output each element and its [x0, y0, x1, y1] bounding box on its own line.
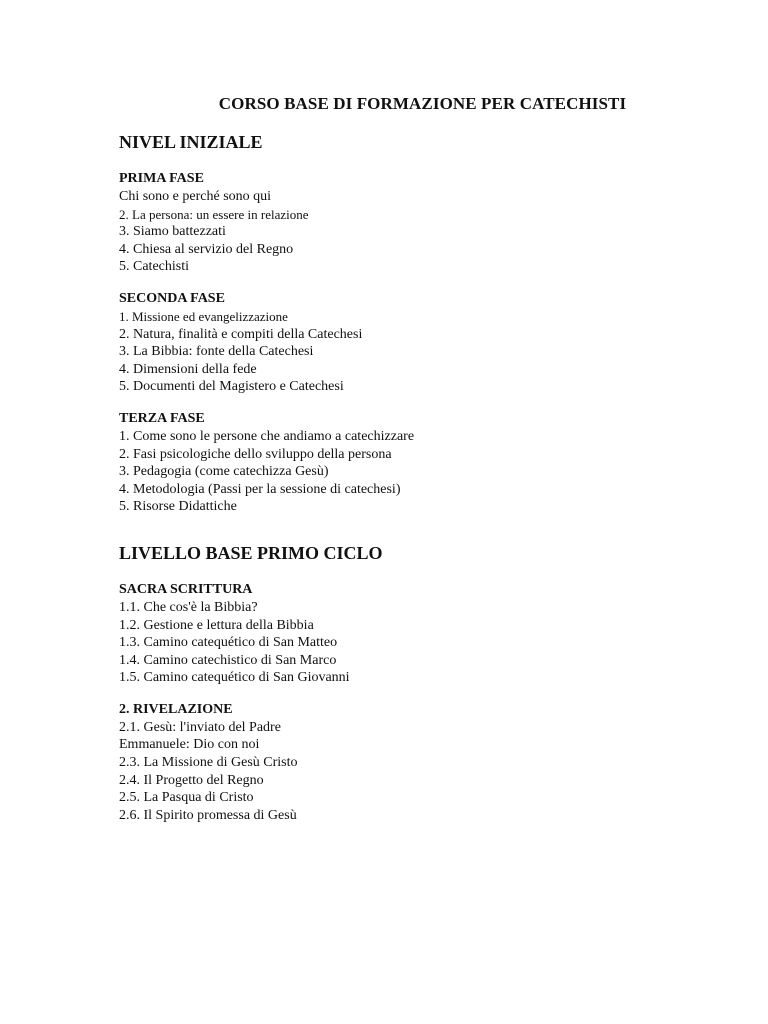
section-heading: TERZA FASE [119, 410, 205, 426]
list-item: 2.6. Il Spirito promessa di Gesù [119, 807, 297, 823]
list-item: 2.5. La Pasqua di Cristo [119, 790, 254, 806]
document-title: CORSO BASE DI FORMAZIONE PER CATECHISTI [218, 94, 627, 113]
list-item: Emmanuele: Dio con noi [119, 737, 260, 753]
item-list [119, 428, 719, 516]
list-item: 4. Dimensioni della fede [119, 361, 257, 377]
section-heading: PRIMA FASE [119, 171, 204, 186]
section-heading: SECONDA FASE [119, 290, 225, 306]
section-rivelazione [119, 701, 719, 825]
list-item: 1.5. Camino catequético di San Giovanni [119, 670, 350, 686]
list-item: 2. Fasi psicologiche dello sviluppo della persona [119, 446, 392, 462]
list-item: 5. Risorse Didattiche [119, 499, 237, 515]
document-body [119, 131, 719, 824]
list-item: 3. Pedagogia (come catechizza Gesù) [119, 464, 329, 480]
list-item: 2.4. Il Progetto del Regno [119, 772, 264, 788]
list-item: 2.3. La Missione di Gesù Cristo [119, 755, 298, 771]
list-item: 5. Documenti del Magistero e Catechesi [119, 379, 344, 395]
list-item: 5. Catechisti [119, 259, 189, 275]
list-item: 3. La Bibbia: fonte della Catechesi [119, 344, 314, 360]
list-item: 2. La persona: un essere in relazione [119, 206, 309, 222]
level-nivel-iniziale [119, 131, 719, 516]
item-list [119, 188, 719, 276]
list-item: 2. Natura, finalità e compiti della Catechesi [119, 326, 363, 342]
list-item: 1.3. Camino catequético di San Matteo [119, 635, 338, 651]
section-terza-fase [119, 410, 719, 516]
section-sacra-scrittura [119, 581, 719, 687]
list-item: 1.4. Camino catechistico di San Marco [119, 652, 337, 668]
list-item: 4. Metodologia (Passi per la sessione di catechesi) [119, 481, 401, 497]
item-list [119, 308, 719, 396]
list-item: Chi sono e perché sono qui [119, 189, 272, 204]
list-item: 1. Come sono le persone che andiamo a catechizzare [119, 428, 415, 444]
list-item: 2.1. Gesù: l'inviato del Padre [119, 719, 281, 735]
section-prima-fase [119, 170, 719, 276]
level-heading: NIVEL INIZIALE [119, 132, 263, 152]
section-heading: SACRA SCRITTURA [119, 581, 253, 597]
list-item: 1.2. Gestione e lettura della Bibbia [119, 617, 314, 633]
level-livello-base-primo-ciclo [119, 542, 719, 825]
level-heading: LIVELLO BASE PRIMO CICLO [119, 542, 383, 563]
list-item: 4. Chiesa al servizio del Regno [119, 241, 294, 257]
list-item: 1. Missione ed evangelizzazione [119, 308, 288, 324]
list-item: 1.1. Che cos'è la Bibbia? [119, 599, 258, 615]
section-seconda-fase [119, 290, 719, 396]
list-item: 3. Siamo battezzati [119, 224, 226, 240]
item-list [119, 719, 719, 825]
section-heading: 2. RIVELAZIONE [119, 701, 233, 717]
item-list [119, 599, 719, 687]
